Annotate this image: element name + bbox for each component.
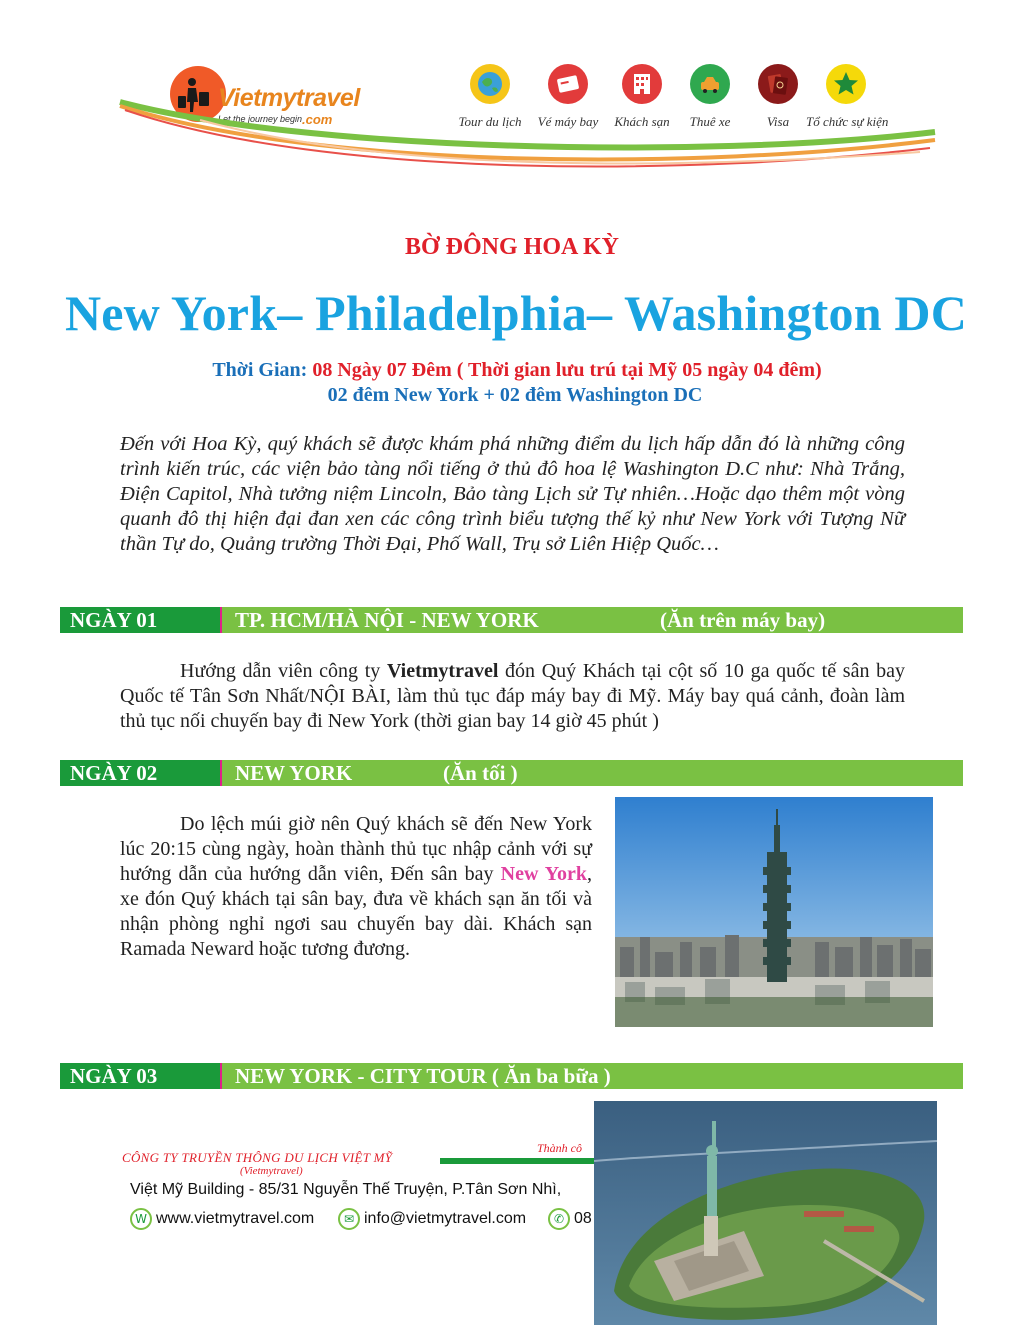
day-meal: (Ăn tối ) xyxy=(443,761,518,785)
nav-label: Thuê xe xyxy=(689,114,731,129)
day-1-text-pre: Hướng dẫn viên công ty xyxy=(180,660,387,682)
city-skyline-photo xyxy=(615,797,933,1027)
day-label: NGÀY 03 xyxy=(60,1063,220,1089)
email-link[interactable]: info@vietmytravel.com xyxy=(364,1210,527,1227)
day-separator xyxy=(220,1063,222,1089)
website-link[interactable]: www.vietmytravel.com xyxy=(156,1210,315,1227)
supertitle: BỜ ĐÔNG HOA KỲ xyxy=(404,234,620,260)
footer-divider xyxy=(440,1158,600,1164)
footer-company: CÔNG TY TRUYỀN THÔNG DU LỊCH VIỆT MỸ xyxy=(122,1150,393,1165)
day-title: NEW YORK - CITY TOUR ( Ăn ba bữa ) xyxy=(235,1064,611,1088)
footer-slogan: Thành cô xyxy=(537,1141,582,1155)
logo-text: Vietmytravel xyxy=(218,84,360,112)
day-title: TP. HCM/HÀ NỘI - NEW YORK xyxy=(235,608,539,632)
day-meal: (Ăn trên máy bay) xyxy=(660,608,826,632)
page-title: New York– Philadelphia– Washington DC xyxy=(64,285,968,341)
statue-of-liberty-photo xyxy=(594,1101,937,1325)
day-3-header xyxy=(60,1063,963,1089)
day-1-brand: Vietmytravel xyxy=(386,660,499,682)
footer-website[interactable] xyxy=(130,1208,314,1230)
day-1-header xyxy=(60,607,963,633)
logo-com: .com xyxy=(302,112,333,127)
logo-tagline: Let the journey begin xyxy=(218,114,303,124)
day-separator xyxy=(220,760,222,786)
duration-value: 08 Ngày 07 Đêm ( Thời gian lưu trú tại Mỹ 05 ngày 04 đêm) xyxy=(312,359,822,381)
day-2-header xyxy=(60,760,963,786)
phone-icon: ✆ xyxy=(548,1208,570,1230)
day-2-text-pre: Do lệch múi giờ nên Quý khách sẽ đến New York lúc 20:15 cùng ngày, hoàn thành thủ tục nhập cảnh với sự hướng dẫn của hướng dẫn viên, Đến sân bay xyxy=(120,813,592,885)
phone-number: 08 xyxy=(574,1210,592,1227)
day-title: NEW YORK xyxy=(235,761,353,785)
nav-label: Vé máy bay xyxy=(537,114,599,129)
day-2-highlight: New York xyxy=(500,863,587,885)
footer-address: Việt Mỹ Building - 85/31 Nguyễn Thế Truyện, P.Tân Sơn Nhì, xyxy=(130,1181,562,1198)
nav-label: Tổ chức sự kiện xyxy=(806,114,889,129)
day-2-text-post: , xe đón Quý khách tại sân bay, đưa về khách sạn ăn tối và nhận phòng nghỉ ngơi sau chuyến bay dài. Khách sạn Ramada Neward hoặc tương đương. xyxy=(120,863,592,960)
day-1-text-post: đón Quý Khách tại cột số 10 ga quốc tế sân bay Quốc tế Tân Sơn Nhất/NỘI BÀI, làm thủ tục đáp máy bay đi Mỹ. Máy bay quá cảnh, đoàn làm thủ tục nối chuyến bay đi New York (thời gian bay 14 giờ 45 phút ) xyxy=(120,660,905,732)
nav-label: Khách sạn xyxy=(614,114,670,129)
day-label: NGÀY 01 xyxy=(60,607,220,633)
duration-label: Thời Gian: xyxy=(212,359,308,381)
day-label: NGÀY 02 xyxy=(60,760,220,786)
day-separator xyxy=(220,607,222,633)
day-2-description xyxy=(120,812,592,962)
day-1-description xyxy=(120,659,905,734)
nav-label: Tour du lịch xyxy=(458,114,522,129)
email-icon: ✉ xyxy=(338,1208,360,1230)
footer-email[interactable] xyxy=(338,1208,526,1230)
header-swoosh xyxy=(0,90,1024,190)
intro-paragraph: Đến với Hoa Kỳ, quý khách sẽ được khám phá những điểm du lịch hấp dẫn đó là những công trình kiến trúc, các viện bảo tàng nổi tiếng ở thủ đô hoa lệ Washington D.C như: Nhà Trắng, Điện Capitol, Nhà tưởng niệm Lincoln, Bảo tàng Lịch sử Tự nhiên…Hoặc dạo thêm một vòng quanh đô thị hiện đại đan xen các công trình biểu tượng thế kỷ như New York với Tượng Nữ thần Tự do, Quảng trường Thời Đại, Phố Wall, Trụ sở Liên Hiệp Quốc… xyxy=(120,433,905,555)
website-icon: W xyxy=(130,1208,152,1230)
footer-phone[interactable] xyxy=(548,1208,592,1230)
nights-line: 02 đêm New York + 02 đêm Washington DC xyxy=(327,384,703,406)
footer-company-sub: (Vietmytravel) xyxy=(240,1165,303,1177)
duration-line xyxy=(0,359,1024,382)
nav-label: Visa xyxy=(766,114,790,129)
